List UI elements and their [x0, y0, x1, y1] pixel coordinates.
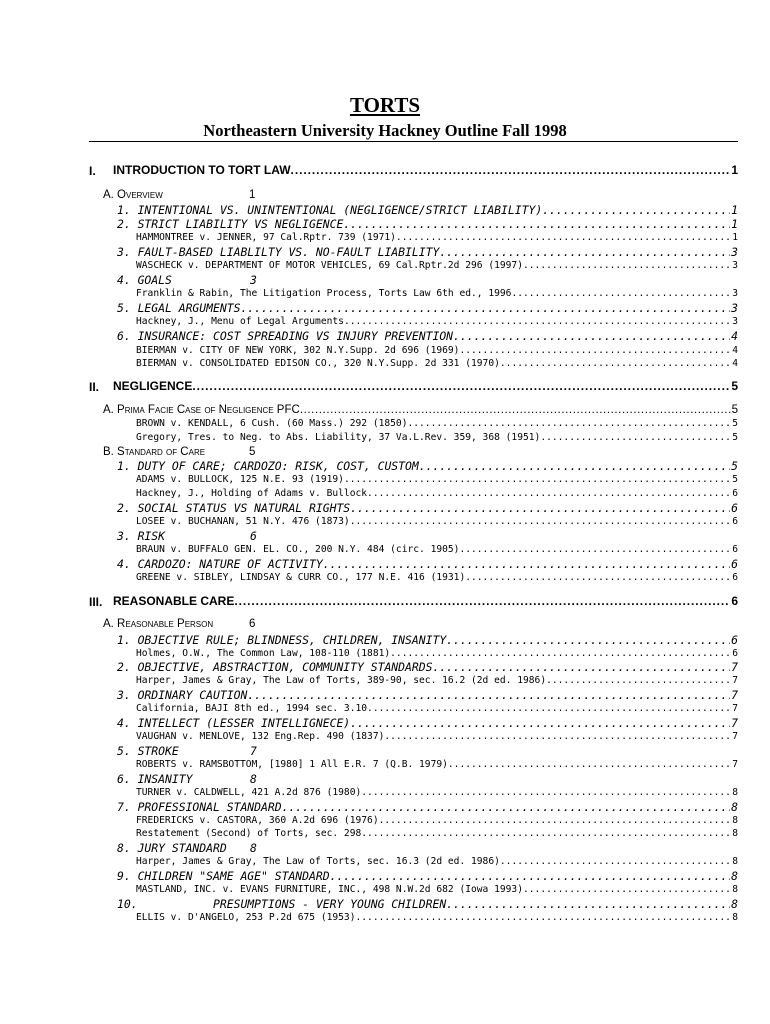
leader-dots	[511, 288, 731, 299]
leader-dots	[540, 432, 731, 443]
toc-entry-label: VAUGHAN v. MENLOVE, 132 Eng.Rep. 490 (1837)	[136, 731, 385, 742]
toc-entry-case[interactable]	[136, 787, 738, 798]
toc-entry-case[interactable]	[136, 648, 738, 659]
leader-dots	[282, 801, 731, 814]
toc-entry-page: 8	[732, 856, 738, 867]
toc-entry-case[interactable]	[136, 884, 738, 895]
toc-entry-page: 5	[249, 446, 256, 458]
toc-entry-page: 7	[250, 745, 257, 758]
toc-entry-label: Hackney, J., Menu of Legal Arguments	[136, 316, 344, 327]
toc-entry-page: 6	[732, 648, 738, 659]
toc-entry-page: 4	[732, 345, 738, 356]
toc-entry-label: B. Standard of Care	[103, 446, 206, 458]
toc-entry-case[interactable]	[136, 316, 738, 327]
leader-dots	[459, 544, 731, 555]
toc-entry-label: BRAUN v. BUFFALO GEN. EL. CO., 200 N.Y. 484 (circ. 1905)	[136, 544, 460, 555]
toc-entry-page: 1	[731, 164, 738, 177]
leader-dots	[396, 232, 731, 243]
toc-entry-page: 6	[731, 502, 738, 515]
toc-entry-case[interactable]	[136, 432, 738, 443]
toc-entry-page: 6	[731, 595, 738, 608]
toc-entry-case[interactable]	[136, 474, 738, 485]
document-subtitle: Northeastern University Hackney Outline Fall 1998	[203, 121, 567, 140]
toc-entry-page: 5	[732, 418, 738, 429]
leader-dots	[344, 316, 731, 327]
leader-dots	[367, 488, 731, 499]
toc-entry-label: Restatement (Second) of Torts, sec. 298	[136, 828, 362, 839]
leader-dots	[291, 164, 731, 178]
leader-dots	[542, 204, 730, 217]
toc-entry-case[interactable]	[136, 232, 738, 243]
toc-entry-label: BROWN v. KENDALL, 6 Cush. (60 Mass.) 292 (1850)	[136, 418, 408, 429]
toc-entry-num[interactable]	[117, 745, 257, 758]
toc-entry-label: 4. GOALS	[117, 274, 172, 287]
toc-entry-page: 6	[731, 558, 738, 571]
toc-entry-label: GREENE v. SIBLEY, LINDSAY & CURR CO., 177 N.E. 416 (1931)	[136, 572, 466, 583]
toc-entry-label: Harper, James & Gray, The Law of Torts, 389-90, sec. 16.2 (2d ed. 1986)	[136, 675, 547, 686]
leader-dots	[323, 558, 730, 571]
toc-entry-label: 1. OBJECTIVE RULE; BLINDNESS, CHILDREN, INSANITY	[117, 634, 447, 647]
section-number: III.	[89, 595, 103, 609]
toc-entry-label: 8. JURY STANDARD	[117, 842, 227, 855]
toc-entry-label: Franklin & Rabin, The Litigation Process, Torts Law 6th ed., 1996	[136, 288, 512, 299]
leader-dots	[361, 787, 731, 798]
toc-entry-case[interactable]	[136, 488, 738, 499]
toc-entry-label: Holmes, O.W., The Common Law, 108-110 (1881)	[136, 648, 391, 659]
toc-entry-num[interactable]	[117, 898, 738, 911]
toc-entry-case[interactable]	[136, 759, 738, 770]
toc-entry-label: ELLIS v. D'ANGELO, 253 P.2d 675 (1953)	[136, 912, 356, 923]
toc-entry-label: WASCHECK v. DEPARTMENT OF MOTOR VEHICLES, 69 Cal.Rptr.2d 296 (1997)	[136, 260, 523, 271]
toc-entry-num[interactable]	[117, 460, 738, 473]
toc-entry-page: 3	[731, 302, 738, 315]
leader-dots	[500, 856, 731, 867]
toc-entry-alpha[interactable]	[103, 618, 255, 631]
toc-entry-case[interactable]	[136, 731, 738, 742]
toc-entry-num[interactable]	[117, 870, 738, 883]
toc-entry-num[interactable]	[117, 717, 738, 730]
toc-entry-label: 4. CARDOZO: NATURE OF ACTIVITY	[117, 558, 323, 571]
toc-entry-label: 1. DUTY OF CARE; CARDOZO: RISK, COST, CUSTOM	[117, 460, 419, 473]
leader-dots	[459, 345, 731, 356]
toc-entry-page: 8	[731, 801, 738, 814]
toc-entry-num[interactable]	[117, 842, 257, 855]
toc-entry-case[interactable]	[136, 260, 738, 271]
toc-entry-label: TURNER v. CALDWELL, 421 A.2d 876 (1980)	[136, 787, 362, 798]
toc-entry-case[interactable]	[136, 856, 738, 867]
toc-entry-label: MASTLAND, INC. v. EVANS FURNITURE, INC., 498 N.W.2d 682 (Iowa 1993)	[136, 884, 523, 895]
toc-entry-num[interactable]	[117, 246, 738, 259]
toc-entry-label: INTRODUCTION TO TORT LAW	[113, 164, 291, 177]
toc-entry-page: 4	[731, 330, 738, 343]
toc-entry-page: 5	[731, 460, 738, 473]
leader-dots	[523, 884, 731, 895]
toc-entry-label: HAMMONTREE v. JENNER, 97 Cal.Rptr. 739 (1971)	[136, 232, 396, 243]
toc-entry-label: REASONABLE CARE	[113, 595, 235, 608]
toc-entry-alpha[interactable]	[103, 446, 255, 459]
toc-entry-page: 7	[731, 661, 738, 674]
toc-entry-case[interactable]	[136, 418, 738, 429]
toc-entry-case[interactable]	[136, 544, 738, 555]
toc-entry-label: LOSEE v. BUCHANAN, 51 N.Y. 476 (1873)	[136, 516, 350, 527]
leader-dots	[379, 815, 732, 826]
toc-entry-page: 7	[732, 675, 738, 686]
toc-entry-page: 7	[732, 759, 738, 770]
leader-dots	[419, 460, 730, 473]
toc-entry-num[interactable]	[117, 634, 738, 647]
toc-entry-page: 8	[732, 912, 738, 923]
leader-dots	[448, 759, 731, 770]
leader-dots	[192, 380, 730, 394]
toc-entry-label: 6. INSANITY	[117, 773, 193, 786]
toc-entry-num[interactable]	[117, 773, 257, 786]
toc-entry-page: 5	[731, 380, 738, 393]
toc-entry-page: 8	[731, 898, 738, 911]
toc-entry-page: 6	[250, 530, 257, 543]
toc-entry-case[interactable]	[136, 516, 738, 527]
toc-entry-label: 6. INSURANCE: COST SPREADING VS INJURY PREVENTION	[117, 330, 454, 343]
toc-entry-case[interactable]	[136, 703, 738, 714]
toc-entry-num[interactable]	[117, 218, 738, 231]
toc-entry-case[interactable]	[136, 572, 738, 583]
leader-dots	[432, 661, 730, 674]
leader-dots	[384, 731, 731, 742]
leader-dots	[446, 898, 730, 911]
toc-entry-label: BIERMAN v. CITY OF NEW YORK, 302 N.Y.Supp. 2d 696 (1969)	[136, 345, 460, 356]
toc-entry-page: 1	[731, 204, 738, 217]
toc-entry-case[interactable]	[136, 288, 738, 299]
toc-entry-num[interactable]	[117, 558, 738, 571]
toc-entry-page: 3	[250, 274, 257, 287]
leader-dots	[367, 703, 731, 714]
leader-dots	[446, 634, 730, 647]
toc-entry-page: 8	[731, 870, 738, 883]
leader-dots	[234, 595, 730, 609]
toc-entry-label: 2. OBJECTIVE, ABSTRACTION, COMMUNITY STANDARDS	[117, 661, 433, 674]
toc-entry-label: ADAMS v. BULLOCK, 125 N.E. 93 (1919)	[136, 474, 344, 485]
section-number: II.	[89, 380, 100, 394]
toc-entry-label: 5. STROKE	[117, 745, 179, 758]
toc-entry-num[interactable]	[117, 274, 257, 287]
toc-entry-page: 6	[732, 516, 738, 527]
toc-entry-label: 9. CHILDREN "SAME AGE" STANDARD	[117, 870, 330, 883]
toc-entry-label: 7. PROFESSIONAL STANDARD	[117, 801, 282, 814]
toc-entry-num[interactable]	[117, 530, 257, 543]
toc-entry-page: 8	[732, 787, 738, 798]
toc-entry-alpha[interactable]	[103, 404, 738, 417]
toc-entry-page: 1	[249, 189, 256, 201]
leader-dots	[453, 330, 730, 343]
leader-dots	[300, 404, 731, 417]
toc-entry-num[interactable]	[117, 661, 738, 674]
toc-entry-label: 3. ORDINARY CAUTION	[117, 689, 248, 702]
toc-entry-case[interactable]	[136, 345, 738, 356]
toc-entry-page: 3	[732, 316, 738, 327]
toc-entry-page: 7	[731, 689, 738, 702]
toc-entry-label: Gregory, Tres. to Neg. to Abs. Liability, 37 Va.L.Rev. 359, 368 (1951)	[136, 432, 541, 443]
toc-entry-page: 8	[250, 773, 257, 786]
toc-entry-page: 6	[732, 544, 738, 555]
leader-dots	[330, 870, 731, 883]
leader-dots	[407, 418, 731, 429]
toc-entry-page: 3	[732, 288, 738, 299]
toc-entry-label: 3. RISK	[117, 530, 166, 543]
toc-entry-case[interactable]	[136, 828, 738, 839]
leader-dots	[356, 912, 732, 923]
toc-entry-num[interactable]	[117, 801, 738, 814]
toc-entry-label: FREDERICKS v. CASTORA, 360 A.2d 696 (1976)	[136, 815, 379, 826]
toc-entry-page: 1	[731, 218, 738, 231]
toc-entry-num[interactable]	[117, 330, 738, 343]
toc-entry-page: 6	[732, 488, 738, 499]
leader-dots	[240, 302, 730, 315]
toc-entry-label: California, BAJI 8th ed., 1994 sec. 3.10	[136, 703, 368, 714]
toc-entry-label: A. Reasonable Person	[103, 618, 214, 630]
toc-entry-label: 1. INTENTIONAL VS. UNINTENTIONAL (NEGLIGENCE/STRICT LIABILITY)	[117, 204, 543, 217]
toc-entry-roman[interactable]	[113, 380, 738, 394]
document-title: TORTS	[349, 93, 421, 117]
toc-entry-page: 6	[249, 618, 256, 630]
toc-entry-page: 8	[250, 842, 257, 855]
toc-entry-label: 5. LEGAL ARGUMENTS	[117, 302, 241, 315]
toc-entry-page: 8	[732, 815, 738, 826]
toc-entry-label: 3. FAULT-BASED LIABLILTY VS. NO-FAULT LIABILITY	[117, 246, 440, 259]
leader-dots	[390, 648, 731, 659]
toc-entry-page: 7	[732, 731, 738, 742]
toc-entry-label: BIERMAN v. CONSOLIDATED EDISON CO., 320 N.Y.Supp. 2d 331 (1970)	[136, 358, 500, 369]
toc-entry-num[interactable]	[117, 204, 738, 217]
leader-dots	[343, 218, 730, 231]
toc-entry-page: 5	[732, 432, 738, 443]
section-number: I.	[89, 164, 96, 178]
toc-entry-label: 2. STRICT LIABILITY VS NEGLIGENCE	[117, 218, 344, 231]
toc-entry-case[interactable]	[136, 912, 738, 923]
toc-entry-page: 6	[732, 572, 738, 583]
toc-entry-case[interactable]	[136, 675, 738, 686]
leader-dots	[350, 717, 730, 730]
toc-entry-num[interactable]	[117, 502, 738, 515]
toc-entry-page: 3	[731, 246, 738, 259]
leader-dots	[439, 246, 730, 259]
toc-entry-page: 5	[731, 404, 738, 416]
leader-dots	[361, 828, 731, 839]
toc-entry-page: 5	[732, 474, 738, 485]
leader-dots	[523, 260, 731, 271]
leader-dots	[344, 474, 731, 485]
leader-dots	[465, 572, 731, 583]
toc-entry-page: 3	[732, 260, 738, 271]
toc-entry-case[interactable]	[136, 815, 738, 826]
leader-dots	[247, 689, 730, 702]
toc-entry-roman[interactable]	[113, 595, 738, 609]
toc-entry-page: 8	[732, 828, 738, 839]
leader-dots	[546, 675, 731, 686]
toc-entry-roman[interactable]	[113, 164, 738, 178]
toc-entry-label: A. Overview	[103, 189, 163, 201]
toc-entry-label: ROBERTS v. RAMSBOTTOM, [1980] 1 All E.R. 7 (Q.B. 1979)	[136, 759, 448, 770]
toc-entry-label: 10. PRESUMPTIONS - VERY YOUNG CHILDREN	[117, 898, 447, 911]
toc-entry-page: 7	[732, 703, 738, 714]
toc-entry-label: Harper, James & Gray, The Law of Torts, sec. 16.3 (2d ed. 1986)	[136, 856, 500, 867]
toc-entry-label: NEGLIGENCE	[113, 380, 193, 393]
toc-entry-label: 4. INTELLECT (LESSER INTELLIGNECE)	[117, 717, 351, 730]
toc-entry-num[interactable]	[117, 689, 738, 702]
leader-dots	[350, 502, 730, 515]
leader-dots	[350, 516, 732, 527]
toc-entry-page: 7	[731, 717, 738, 730]
toc-entry-page: 8	[732, 884, 738, 895]
toc-entry-label: 2. SOCIAL STATUS VS NATURAL RIGHTS	[117, 502, 351, 515]
toc-entry-page: 6	[731, 634, 738, 647]
leader-dots	[500, 358, 731, 369]
toc-entry-num[interactable]	[117, 302, 738, 315]
toc-entry-alpha[interactable]	[103, 189, 255, 202]
toc-entry-label: A. Prima Facie Case of Negligence PFC	[103, 404, 300, 416]
toc-entry-page: 4	[732, 358, 738, 369]
toc-entry-label: Hackney, J., Holding of Adams v. Bullock	[136, 488, 368, 499]
toc-entry-page: 1	[732, 232, 738, 243]
toc-entry-case[interactable]	[136, 358, 738, 369]
